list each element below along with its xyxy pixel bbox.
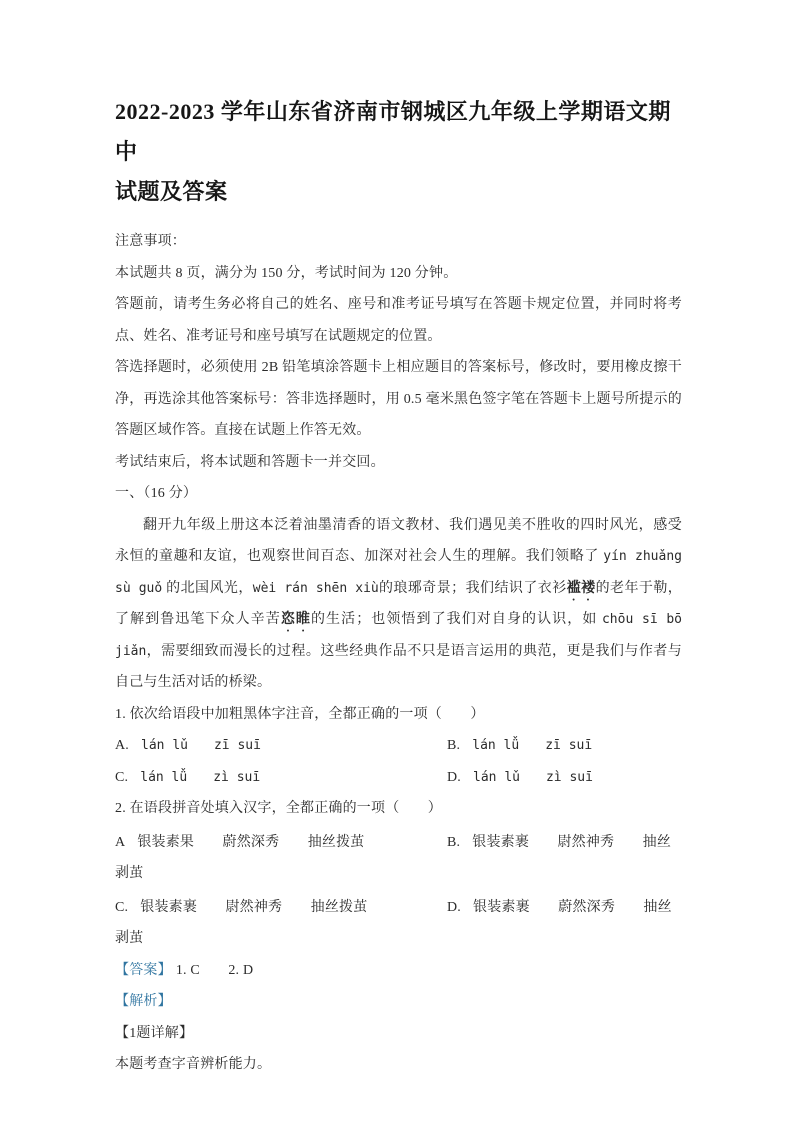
title-line-2: 试题及答案 (115, 179, 228, 204)
q2-option-d (447, 892, 682, 924)
answer-values: 1. C 2. D (175, 962, 254, 978)
pinyin-weiranshenxiu: wèi rán shēn xiù (252, 580, 379, 596)
option-label: D. (447, 899, 462, 915)
section-1-heading: 一、（16 分） (115, 486, 198, 501)
option-label: C. (115, 769, 129, 785)
pinyin-chousibojian: chōu sī bō jiǎn (115, 612, 683, 659)
question-1-options (115, 730, 682, 793)
intro-text-segment: ，需要细致而漫长的过程。这些经典作品不只是语言运用的典范，更是我们与作者与自己与生活对话的桥梁。 (115, 643, 682, 690)
question-1-stem: 1. 依次给语段中加粗黑体字注音，全都正确的一项（ ） (115, 706, 485, 722)
notice-item-pages: 本试题共 8 页，满分为 150 分，考试时间为 120 分钟。 (115, 265, 458, 281)
q2-option-b-overflow: 剥茧 (115, 866, 144, 881)
question-2-options-row-2 (115, 892, 682, 924)
detail-text: 本题考查字音辨析能力。 (115, 1057, 272, 1072)
intro-text-segment: 的北国风光， (162, 580, 253, 596)
title-line-1: 2022-2023 学年山东省济南市钢城区九年级上学期语文期中 (115, 99, 671, 164)
emphasized-word-zisui: 恣睢 (280, 612, 311, 627)
q2-option-a (115, 827, 447, 859)
intro-text-segment: 的老年于勒，了解到鲁迅笔下众人辛苦 (115, 580, 682, 627)
q1-option-b (447, 730, 682, 762)
q1-option-a (115, 730, 447, 762)
option-label: B. (447, 834, 461, 850)
question-2-options-row-1 (115, 827, 682, 859)
q2-option-b (447, 827, 682, 859)
detail-heading: 【1题详解】 (115, 1025, 194, 1041)
answer-tag: 【答案】 (115, 962, 172, 978)
notice-item-answer-rules: 答选择题时，必须使用 2B 铅笔填涂答题卡上相应题目的答案标号，修改时，要用橡皮擦干净，再选涂其他答案标号：答非选择题时，用 0.5 毫米黑色签字笔在答题卡上题号所提示的答题区域作答。直接在试题上作答无效。 (115, 360, 682, 438)
analysis-line (115, 986, 682, 1018)
q2-option-c (115, 892, 447, 924)
option-text: 银装素裹 蔚然深秀 抽丝 (473, 899, 672, 915)
pinyin-yinzhuangsuguo: yín zhuǎng sù guǒ (115, 549, 682, 596)
q2-option-d-overflow: 剥茧 (115, 931, 144, 946)
option-label: A. (115, 738, 130, 753)
answer-line (115, 955, 682, 987)
option-text: 银装素果 蔚然深秀 抽丝拨茧 (137, 834, 365, 850)
q1-option-c (115, 762, 447, 794)
notice-item-fill-info: 答题前，请考生务必将自己的姓名、座号和准考证号填写在答题卡规定位置，并同时将考点、姓名、准考证号和座号填写在试题规定的位置。 (115, 297, 682, 344)
intro-text-segment: 翻开九年级上册这本泛着油墨清香的语文教材、我们遇见美不胜收的四时风光，感受永恒的童趣和友谊，也观察世间百态、加深对社会人生的理解。我们领略了 (115, 517, 682, 564)
intro-text-segment: 的生活；也领悟到了我们对自身的认识，如 (310, 612, 602, 627)
option-label: D. (447, 769, 462, 785)
option-label: B. (447, 738, 461, 753)
intro-paragraph (115, 510, 682, 699)
q1-option-d (447, 762, 682, 794)
intro-text-segment: 的琅琊奇景；我们结识了衣衫 (378, 580, 567, 596)
notice-heading: 注意事项： (115, 234, 186, 249)
option-label: C. (115, 899, 129, 915)
option-text: lán lǚ zì suī (140, 769, 261, 785)
option-text: lán lǔ zī suī (141, 738, 261, 753)
emphasized-word-lanlv: 褴褛 (566, 580, 596, 596)
option-text: 银装素裹 尉然神秀 抽丝拨茧 (140, 899, 368, 915)
page-title (115, 92, 682, 212)
option-text: lán lǚ zī suī (472, 738, 593, 753)
notice-item-return: 考试结束后，将本试题和答题卡一并交回。 (115, 454, 385, 470)
analysis-tag: 【解析】 (115, 994, 172, 1009)
option-text: 银装素裹 尉然神秀 抽丝 (472, 834, 672, 850)
option-label: A (115, 834, 126, 850)
option-text: lán lǔ zì suī (473, 769, 593, 785)
question-2-stem: 2. 在语段拼音处填入汉字，全都正确的一项（ ） (115, 801, 442, 816)
